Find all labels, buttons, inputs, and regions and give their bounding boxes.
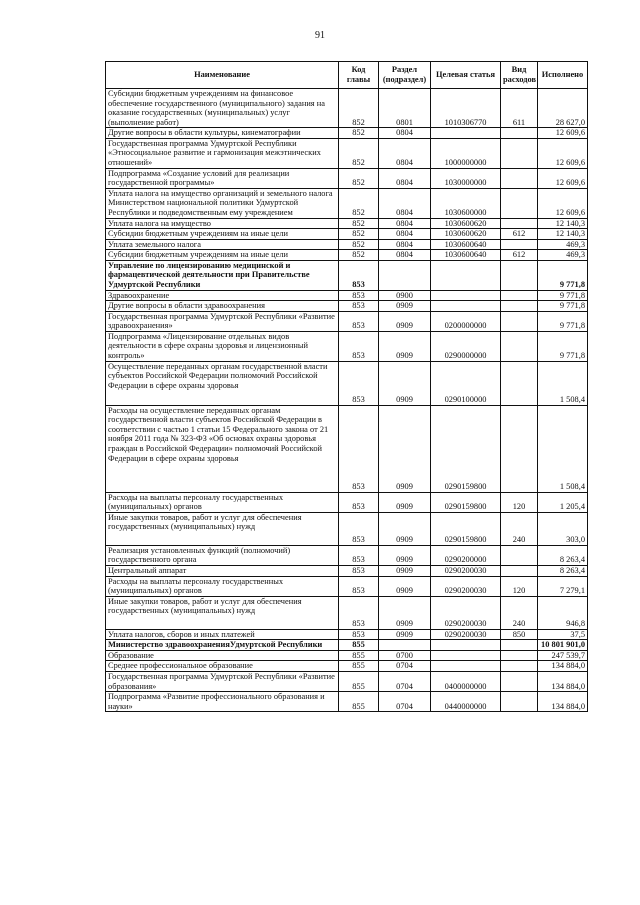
page-number: 91 — [315, 30, 325, 41]
row-executed-cell: 37,5 — [538, 629, 588, 640]
row-code-cell: 855 — [339, 671, 379, 691]
row-name-cell: Уплата налога на имущество — [106, 218, 339, 229]
row-name-cell: Расходы на выплаты персоналу государственных (муниципальных) органов — [106, 492, 339, 512]
row-code-cell: 853 — [339, 576, 379, 596]
table-row — [106, 671, 588, 691]
row-section-cell: 0909 — [379, 405, 431, 492]
row-code-cell: 855 — [339, 692, 379, 712]
table-row — [106, 128, 588, 139]
row-executed-cell: 12 609,6 — [538, 128, 588, 139]
row-name-cell: Здравоохранение — [106, 290, 339, 301]
row-type-cell — [501, 405, 538, 492]
row-executed-cell: 9 771,8 — [538, 260, 588, 290]
table-row — [106, 545, 588, 565]
row-name-cell: Подпрограмма «Лицензирование отдельных видов деятельности в сфере охраны здоровья и лицензионный контроль» — [106, 331, 339, 361]
row-name-cell: Субсидии бюджетным учреждениям на иные цели — [106, 229, 339, 240]
row-code-cell: 853 — [339, 596, 379, 629]
row-type-cell — [501, 331, 538, 361]
row-code-cell: 852 — [339, 239, 379, 250]
row-code-cell: 852 — [339, 250, 379, 261]
row-article-cell — [431, 650, 501, 661]
row-type-cell — [501, 138, 538, 168]
row-type-cell — [501, 640, 538, 651]
row-name-cell: Уплата земельного налога — [106, 239, 339, 250]
row-article-cell — [431, 661, 501, 672]
table-row — [106, 565, 588, 576]
row-section-cell: 0909 — [379, 545, 431, 565]
row-type-cell — [501, 168, 538, 188]
table-row — [106, 89, 588, 128]
row-article-cell: 0290000000 — [431, 331, 501, 361]
row-name-cell: Реализация установленных функций (полномочий) государственного органа — [106, 545, 339, 565]
table-row — [106, 361, 588, 405]
row-name-cell: Подпрограмма «Создание условий для реализации государственной программы» — [106, 168, 339, 188]
row-executed-cell: 10 801 901,0 — [538, 640, 588, 651]
column-header-section: Раздел (подраздел) — [379, 62, 431, 89]
row-code-cell: 852 — [339, 168, 379, 188]
table-row — [106, 168, 588, 188]
row-section-cell — [379, 260, 431, 290]
row-executed-cell: 469,3 — [538, 239, 588, 250]
row-section-cell: 0909 — [379, 361, 431, 405]
table-row — [106, 629, 588, 640]
row-article-cell: 0200000000 — [431, 311, 501, 331]
table-row — [106, 311, 588, 331]
row-section-cell: 0909 — [379, 492, 431, 512]
row-type-cell — [501, 545, 538, 565]
row-section-cell: 0804 — [379, 138, 431, 168]
row-name-cell: Субсидии бюджетным учреждениям на финансовое обеспечение государственного (муниципального) задания на оказание государственных (муниципальных) услуг (выполнение работ) — [106, 89, 339, 128]
row-code-cell: 852 — [339, 89, 379, 128]
row-article-cell: 0290200030 — [431, 629, 501, 640]
row-section-cell: 0909 — [379, 565, 431, 576]
row-type-cell: 612 — [501, 229, 538, 240]
row-code-cell: 853 — [339, 565, 379, 576]
row-article-cell: 1030600620 — [431, 218, 501, 229]
row-section-cell: 0909 — [379, 596, 431, 629]
row-article-cell — [431, 301, 501, 312]
row-article-cell — [431, 290, 501, 301]
row-executed-cell: 1 508,4 — [538, 405, 588, 492]
row-code-cell: 853 — [339, 260, 379, 290]
row-article-cell: 0290200000 — [431, 545, 501, 565]
table-row — [106, 218, 588, 229]
row-code-cell: 853 — [339, 361, 379, 405]
row-type-cell — [501, 361, 538, 405]
column-header-article: Целевая статья — [431, 62, 501, 89]
row-code-cell: 852 — [339, 229, 379, 240]
row-code-cell: 855 — [339, 650, 379, 661]
row-type-cell: 240 — [501, 596, 538, 629]
row-article-cell: 0290200030 — [431, 596, 501, 629]
row-executed-cell: 134 884,0 — [538, 692, 588, 712]
column-header-executed: Исполнено — [538, 62, 588, 89]
row-type-cell — [501, 290, 538, 301]
row-section-cell: 0801 — [379, 89, 431, 128]
budget-execution-table — [105, 61, 588, 712]
row-article-cell: 0290200030 — [431, 565, 501, 576]
row-code-cell: 855 — [339, 640, 379, 651]
row-executed-cell: 946,8 — [538, 596, 588, 629]
row-section-cell: 0909 — [379, 629, 431, 640]
row-type-cell — [501, 188, 538, 218]
row-name-cell: Государственная программа Удмуртской Республики «Развитие образования» — [106, 671, 339, 691]
table-row — [106, 661, 588, 672]
row-section-cell: 0700 — [379, 650, 431, 661]
row-type-cell: 120 — [501, 492, 538, 512]
table-row — [106, 640, 588, 651]
row-section-cell: 0804 — [379, 168, 431, 188]
column-header-name: Наименование — [106, 62, 339, 89]
row-name-cell: Другие вопросы в области культуры, кинематографии — [106, 128, 339, 139]
row-executed-cell: 1 205,4 — [538, 492, 588, 512]
row-name-cell: Расходы на выплаты персоналу государственных (муниципальных) органов — [106, 576, 339, 596]
row-name-cell: Иные закупки товаров, работ и услуг для обеспечения государственных (муниципальных) нужд — [106, 512, 339, 545]
table-row — [106, 229, 588, 240]
row-type-cell — [501, 650, 538, 661]
row-type-cell: 850 — [501, 629, 538, 640]
row-code-cell: 853 — [339, 545, 379, 565]
row-executed-cell: 12 609,6 — [538, 138, 588, 168]
row-code-cell: 853 — [339, 331, 379, 361]
row-article-cell — [431, 128, 501, 139]
row-section-cell: 0804 — [379, 239, 431, 250]
row-executed-cell: 12 140,3 — [538, 229, 588, 240]
row-article-cell: 1030600620 — [431, 229, 501, 240]
table-row — [106, 250, 588, 261]
row-executed-cell: 303,0 — [538, 512, 588, 545]
row-type-cell: 120 — [501, 576, 538, 596]
row-article-cell: 0290159800 — [431, 492, 501, 512]
row-executed-cell: 9 771,8 — [538, 331, 588, 361]
row-executed-cell: 134 884,0 — [538, 661, 588, 672]
column-header-code: Код главы — [339, 62, 379, 89]
row-code-cell: 852 — [339, 128, 379, 139]
row-code-cell: 853 — [339, 405, 379, 492]
table-row — [106, 576, 588, 596]
table-body — [106, 89, 588, 712]
row-type-cell — [501, 239, 538, 250]
row-name-cell: Уплата налогов, сборов и иных платежей — [106, 629, 339, 640]
row-section-cell: 0909 — [379, 331, 431, 361]
row-section-cell — [379, 640, 431, 651]
row-type-cell — [501, 671, 538, 691]
row-executed-cell: 12 140,3 — [538, 218, 588, 229]
row-name-cell: Среднее профессиональное образование — [106, 661, 339, 672]
row-article-cell: 1000000000 — [431, 138, 501, 168]
row-article-cell — [431, 260, 501, 290]
row-name-cell: Государственная программа Удмуртской Республики «Развитие здравоохранения» — [106, 311, 339, 331]
table-header-row — [106, 62, 588, 89]
row-code-cell: 853 — [339, 311, 379, 331]
row-section-cell: 0909 — [379, 311, 431, 331]
row-type-cell — [501, 692, 538, 712]
row-code-cell: 852 — [339, 218, 379, 229]
row-name-cell: Подпрограмма «Развитие профессионального образования и науки» — [106, 692, 339, 712]
row-type-cell — [501, 301, 538, 312]
row-section-cell: 0804 — [379, 250, 431, 261]
row-code-cell: 853 — [339, 492, 379, 512]
table-row — [106, 290, 588, 301]
row-type-cell — [501, 661, 538, 672]
row-article-cell: 0400000000 — [431, 671, 501, 691]
row-article-cell: 0290100000 — [431, 361, 501, 405]
row-executed-cell: 12 609,6 — [538, 168, 588, 188]
row-section-cell: 0704 — [379, 692, 431, 712]
row-article-cell: 1010306770 — [431, 89, 501, 128]
row-executed-cell: 8 263,4 — [538, 565, 588, 576]
row-executed-cell: 1 508,4 — [538, 361, 588, 405]
row-executed-cell: 28 627,0 — [538, 89, 588, 128]
row-executed-cell: 469,3 — [538, 250, 588, 261]
row-section-cell: 0804 — [379, 188, 431, 218]
row-code-cell: 853 — [339, 301, 379, 312]
row-article-cell: 1030600000 — [431, 188, 501, 218]
row-code-cell: 853 — [339, 629, 379, 640]
row-article-cell: 1030600640 — [431, 239, 501, 250]
row-executed-cell: 7 279,1 — [538, 576, 588, 596]
row-code-cell: 853 — [339, 290, 379, 301]
row-code-cell: 852 — [339, 138, 379, 168]
row-name-cell: Субсидии бюджетным учреждениям на иные цели — [106, 250, 339, 261]
table-row — [106, 301, 588, 312]
row-executed-cell: 247 539,7 — [538, 650, 588, 661]
column-header-type: Вид расходов — [501, 62, 538, 89]
row-name-cell: Другие вопросы в области здравоохранения — [106, 301, 339, 312]
table-row — [106, 260, 588, 290]
table-row — [106, 188, 588, 218]
table-row — [106, 492, 588, 512]
row-name-cell: Осуществление переданных органам государственной власти субъектов Российской Федерации полномочий Российской Федерации в сфере охраны здоровья — [106, 361, 339, 405]
row-name-cell: Министерство здравоохраненияУдмуртской Республики — [106, 640, 339, 651]
row-article-cell: 1030000000 — [431, 168, 501, 188]
row-article-cell: 1030600640 — [431, 250, 501, 261]
row-executed-cell: 9 771,8 — [538, 311, 588, 331]
row-type-cell — [501, 218, 538, 229]
row-section-cell: 0900 — [379, 290, 431, 301]
row-section-cell: 0804 — [379, 229, 431, 240]
row-type-cell: 240 — [501, 512, 538, 545]
row-executed-cell: 12 609,6 — [538, 188, 588, 218]
row-name-cell: Центральный аппарат — [106, 565, 339, 576]
row-type-cell: 612 — [501, 250, 538, 261]
row-section-cell: 0804 — [379, 218, 431, 229]
row-section-cell: 0909 — [379, 512, 431, 545]
table-row — [106, 405, 588, 492]
row-section-cell: 0909 — [379, 576, 431, 596]
row-name-cell: Государственная программа Удмуртской Республики «Этносоциальное развитие и гармонизация межэтнических отношений» — [106, 138, 339, 168]
row-section-cell: 0804 — [379, 128, 431, 139]
row-section-cell: 0909 — [379, 301, 431, 312]
row-type-cell — [501, 260, 538, 290]
row-section-cell: 0704 — [379, 661, 431, 672]
row-name-cell: Управление по лицензированию медицинской и фармацевтической деятельности при Правительстве Удмуртской Республики — [106, 260, 339, 290]
row-type-cell — [501, 565, 538, 576]
row-name-cell: Иные закупки товаров, работ и услуг для обеспечения государственных (муниципальных) нужд — [106, 596, 339, 629]
table-row — [106, 331, 588, 361]
row-name-cell: Образование — [106, 650, 339, 661]
row-article-cell: 0440000000 — [431, 692, 501, 712]
table-row — [106, 692, 588, 712]
row-executed-cell: 134 884,0 — [538, 671, 588, 691]
row-code-cell: 852 — [339, 188, 379, 218]
row-code-cell: 853 — [339, 512, 379, 545]
row-type-cell — [501, 128, 538, 139]
table-row — [106, 596, 588, 629]
row-article-cell: 0290159800 — [431, 405, 501, 492]
row-executed-cell: 9 771,8 — [538, 290, 588, 301]
row-section-cell: 0704 — [379, 671, 431, 691]
row-type-cell: 611 — [501, 89, 538, 128]
table-row — [106, 239, 588, 250]
table-row — [106, 512, 588, 545]
row-article-cell — [431, 640, 501, 651]
row-name-cell: Расходы на осуществление переданных органам государственной власти субъектов Российской Федерации в соответствии с частью 1 статьи 15 Федерального закона от 21 ноября 2011 года № 323-ФЗ «Об основах охраны здоровья граждан в Российской Федерации» полномочий Российской Федерации в сфере охраны здоровья — [106, 405, 339, 492]
row-name-cell: Уплата налога на имущество организаций и земельного налога Министерством национальной политики Удмуртской Республики и подведомственным ему учреждением — [106, 188, 339, 218]
row-type-cell — [501, 311, 538, 331]
table-row — [106, 138, 588, 168]
table-row — [106, 650, 588, 661]
row-executed-cell: 8 263,4 — [538, 545, 588, 565]
row-executed-cell: 9 771,8 — [538, 301, 588, 312]
row-article-cell: 0290200030 — [431, 576, 501, 596]
row-article-cell: 0290159800 — [431, 512, 501, 545]
row-code-cell: 855 — [339, 661, 379, 672]
